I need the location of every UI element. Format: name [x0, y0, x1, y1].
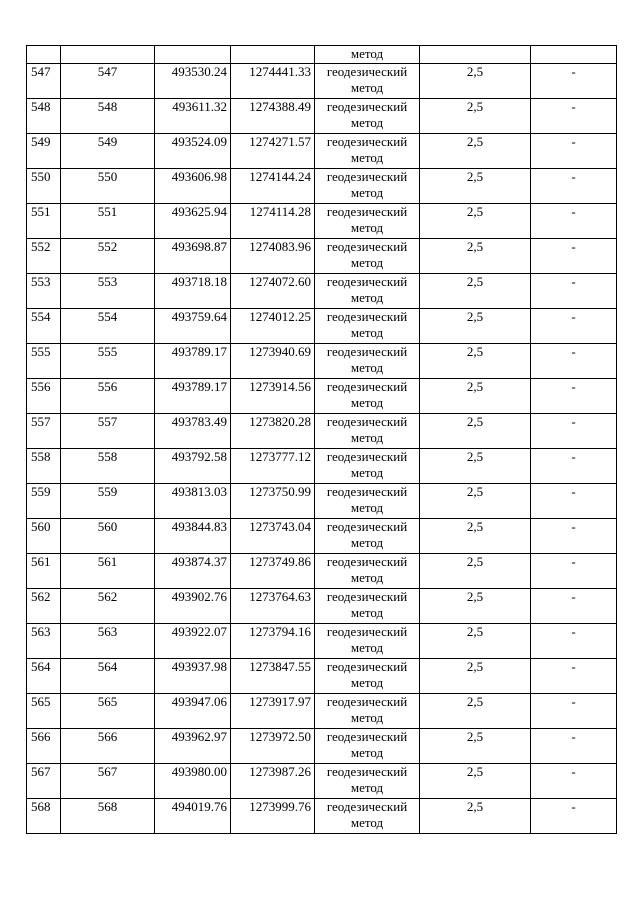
cell-number: 550: [27, 168, 61, 203]
cell-coord-x: 493789.17: [155, 343, 231, 378]
cell-number: 563: [27, 623, 61, 658]
cell-coord-y: 1273749.86: [231, 553, 315, 588]
cell-method: геодезический метод: [315, 448, 420, 483]
cell-accuracy: 2,5: [420, 238, 531, 273]
table-row: [27, 238, 617, 273]
continuation-row: [27, 46, 617, 64]
cell-number: 553: [27, 273, 61, 308]
table-row: [27, 98, 617, 133]
cell-method: геодезический метод: [315, 63, 420, 98]
cell-point-id: 554: [61, 308, 155, 343]
cell-note: -: [531, 553, 617, 588]
cell-accuracy: 2,5: [420, 168, 531, 203]
cell-number: 566: [27, 728, 61, 763]
cell-coord-y: 1274388.49: [231, 98, 315, 133]
cell-point-id: 563: [61, 623, 155, 658]
table-row: [27, 343, 617, 378]
cell-empty: [531, 46, 617, 64]
cell-accuracy: 2,5: [420, 378, 531, 413]
cell-method: геодезический метод: [315, 343, 420, 378]
cell-coord-x: 493783.49: [155, 413, 231, 448]
cell-accuracy: 2,5: [420, 623, 531, 658]
cell-note: -: [531, 63, 617, 98]
cell-point-id: 551: [61, 203, 155, 238]
cell-note: -: [531, 308, 617, 343]
cell-coord-x: 493625.94: [155, 203, 231, 238]
table-row: [27, 518, 617, 553]
cell-empty: [61, 46, 155, 64]
cell-coord-y: 1274144.24: [231, 168, 315, 203]
cell-number: 547: [27, 63, 61, 98]
table-row: [27, 413, 617, 448]
cell-point-id: 548: [61, 98, 155, 133]
cell-coord-x: 493874.37: [155, 553, 231, 588]
cell-coord-x: 493789.17: [155, 378, 231, 413]
cell-coord-x: 493844.83: [155, 518, 231, 553]
cell-method: геодезический метод: [315, 133, 420, 168]
table-row: [27, 308, 617, 343]
cell-method: геодезический метод: [315, 728, 420, 763]
cell-note: -: [531, 763, 617, 798]
cell-number: 554: [27, 308, 61, 343]
cell-method: геодезический метод: [315, 203, 420, 238]
cell-method: геодезический метод: [315, 623, 420, 658]
cell-number: 562: [27, 588, 61, 623]
cell-accuracy: 2,5: [420, 343, 531, 378]
cell-coord-x: 493937.98: [155, 658, 231, 693]
cell-point-id: 560: [61, 518, 155, 553]
cell-coord-y: 1274114.28: [231, 203, 315, 238]
cell-coord-y: 1274271.57: [231, 133, 315, 168]
cell-note: -: [531, 693, 617, 728]
cell-number: 564: [27, 658, 61, 693]
cell-number: 556: [27, 378, 61, 413]
cell-number: 558: [27, 448, 61, 483]
cell-number: 551: [27, 203, 61, 238]
cell-method: геодезический метод: [315, 798, 420, 833]
cell-accuracy: 2,5: [420, 63, 531, 98]
cell-coord-x: 493718.18: [155, 273, 231, 308]
cell-point-id: 552: [61, 238, 155, 273]
cell-point-id: 550: [61, 168, 155, 203]
table-row: [27, 763, 617, 798]
cell-number: 560: [27, 518, 61, 553]
cell-accuracy: 2,5: [420, 553, 531, 588]
cell-method: геодезический метод: [315, 413, 420, 448]
cell-accuracy: 2,5: [420, 483, 531, 518]
cell-point-id: 565: [61, 693, 155, 728]
cell-method: геодезический метод: [315, 658, 420, 693]
cell-number: 552: [27, 238, 61, 273]
cell-point-id: 555: [61, 343, 155, 378]
cell-coord-y: 1274012.25: [231, 308, 315, 343]
cell-coord-y: 1273940.69: [231, 343, 315, 378]
table-body: [27, 46, 617, 834]
cell-point-id: 567: [61, 763, 155, 798]
cell-method: геодезический метод: [315, 483, 420, 518]
cell-method: геодезический метод: [315, 553, 420, 588]
cell-note: -: [531, 623, 617, 658]
cell-coord-y: 1274441.33: [231, 63, 315, 98]
cell-point-id: 564: [61, 658, 155, 693]
cell-coord-y: 1274072.60: [231, 273, 315, 308]
cell-note: -: [531, 343, 617, 378]
cell-coord-x: 493530.24: [155, 63, 231, 98]
cell-point-id: 568: [61, 798, 155, 833]
table-row: [27, 133, 617, 168]
cell-coord-y: 1273917.97: [231, 693, 315, 728]
cell-coord-x: 493698.87: [155, 238, 231, 273]
cell-accuracy: 2,5: [420, 518, 531, 553]
cell-coord-y: 1273972.50: [231, 728, 315, 763]
cell-method: геодезический метод: [315, 168, 420, 203]
cell-coord-y: 1273914.56: [231, 378, 315, 413]
cell-number: 549: [27, 133, 61, 168]
cell-coord-y: 1273820.28: [231, 413, 315, 448]
table-row: [27, 588, 617, 623]
cell-accuracy: 2,5: [420, 658, 531, 693]
cell-accuracy: 2,5: [420, 413, 531, 448]
cell-coord-x: 493947.06: [155, 693, 231, 728]
cell-accuracy: 2,5: [420, 203, 531, 238]
table-row: [27, 728, 617, 763]
cell-coord-y: 1274083.96: [231, 238, 315, 273]
cell-method: геодезический метод: [315, 308, 420, 343]
cell-note: -: [531, 413, 617, 448]
cell-accuracy: 2,5: [420, 448, 531, 483]
cell-point-id: 566: [61, 728, 155, 763]
cell-note: -: [531, 378, 617, 413]
cell-note: -: [531, 483, 617, 518]
cell-point-id: 553: [61, 273, 155, 308]
cell-method: геодезический метод: [315, 273, 420, 308]
cell-number: 548: [27, 98, 61, 133]
table-row: [27, 658, 617, 693]
cell-note: -: [531, 448, 617, 483]
cell-empty: [420, 46, 531, 64]
table-row: [27, 273, 617, 308]
cell-coord-x: 493606.98: [155, 168, 231, 203]
table-row: [27, 798, 617, 833]
cell-accuracy: 2,5: [420, 588, 531, 623]
cell-coord-x: 493792.58: [155, 448, 231, 483]
cell-note: -: [531, 588, 617, 623]
cell-point-id: 562: [61, 588, 155, 623]
cell-point-id: 556: [61, 378, 155, 413]
cell-accuracy: 2,5: [420, 798, 531, 833]
table-row: [27, 448, 617, 483]
cell-accuracy: 2,5: [420, 98, 531, 133]
table-row: [27, 483, 617, 518]
cell-point-id: 547: [61, 63, 155, 98]
table-row: [27, 63, 617, 98]
cell-coord-x: 493759.64: [155, 308, 231, 343]
cell-coord-x: 493611.32: [155, 98, 231, 133]
cell-note: -: [531, 518, 617, 553]
cell-accuracy: 2,5: [420, 273, 531, 308]
cell-accuracy: 2,5: [420, 133, 531, 168]
cell-point-id: 558: [61, 448, 155, 483]
cell-note: -: [531, 133, 617, 168]
table-row: [27, 203, 617, 238]
cell-number: 559: [27, 483, 61, 518]
cell-method: геодезический метод: [315, 693, 420, 728]
cell-note: -: [531, 658, 617, 693]
cell-method: геодезический метод: [315, 98, 420, 133]
cell-method: геодезический метод: [315, 588, 420, 623]
cell-accuracy: 2,5: [420, 308, 531, 343]
cell-coord-x: 494019.76: [155, 798, 231, 833]
cell-coord-y: 1273987.26: [231, 763, 315, 798]
cell-coord-x: 493524.09: [155, 133, 231, 168]
cell-method: геодезический метод: [315, 518, 420, 553]
cell-coord-x: 493980.00: [155, 763, 231, 798]
cell-number: 567: [27, 763, 61, 798]
cell-number: 557: [27, 413, 61, 448]
cell-coord-y: 1273847.55: [231, 658, 315, 693]
table-row: [27, 168, 617, 203]
cell-number: 561: [27, 553, 61, 588]
cell-note: -: [531, 273, 617, 308]
cell-number: 568: [27, 798, 61, 833]
cell-number: 565: [27, 693, 61, 728]
cell-accuracy: 2,5: [420, 693, 531, 728]
cell-empty: [231, 46, 315, 64]
cell-point-id: 557: [61, 413, 155, 448]
cell-coord-x: 493902.76: [155, 588, 231, 623]
table-row: [27, 623, 617, 658]
cell-coord-x: 493962.97: [155, 728, 231, 763]
table-row: [27, 378, 617, 413]
cell-method: геодезический метод: [315, 378, 420, 413]
cell-note: -: [531, 98, 617, 133]
cell-coord-x: 493813.03: [155, 483, 231, 518]
cell-accuracy: 2,5: [420, 763, 531, 798]
cell-coord-x: 493922.07: [155, 623, 231, 658]
cell-coord-y: 1273999.76: [231, 798, 315, 833]
cell-note: -: [531, 728, 617, 763]
cell-note: -: [531, 238, 617, 273]
cell-point-id: 561: [61, 553, 155, 588]
cell-method: метод: [315, 46, 420, 64]
cell-method: геодезический метод: [315, 238, 420, 273]
table-row: [27, 693, 617, 728]
cell-coord-y: 1273794.16: [231, 623, 315, 658]
cell-accuracy: 2,5: [420, 728, 531, 763]
cell-number: 555: [27, 343, 61, 378]
cell-empty: [27, 46, 61, 64]
cell-point-id: 559: [61, 483, 155, 518]
cell-note: -: [531, 798, 617, 833]
cell-method: геодезический метод: [315, 763, 420, 798]
cell-empty: [155, 46, 231, 64]
cell-note: -: [531, 203, 617, 238]
cell-note: -: [531, 168, 617, 203]
cell-coord-y: 1273750.99: [231, 483, 315, 518]
coordinates-table: [26, 45, 617, 834]
cell-coord-y: 1273743.04: [231, 518, 315, 553]
cell-point-id: 549: [61, 133, 155, 168]
cell-coord-y: 1273777.12: [231, 448, 315, 483]
table-row: [27, 553, 617, 588]
cell-coord-y: 1273764.63: [231, 588, 315, 623]
